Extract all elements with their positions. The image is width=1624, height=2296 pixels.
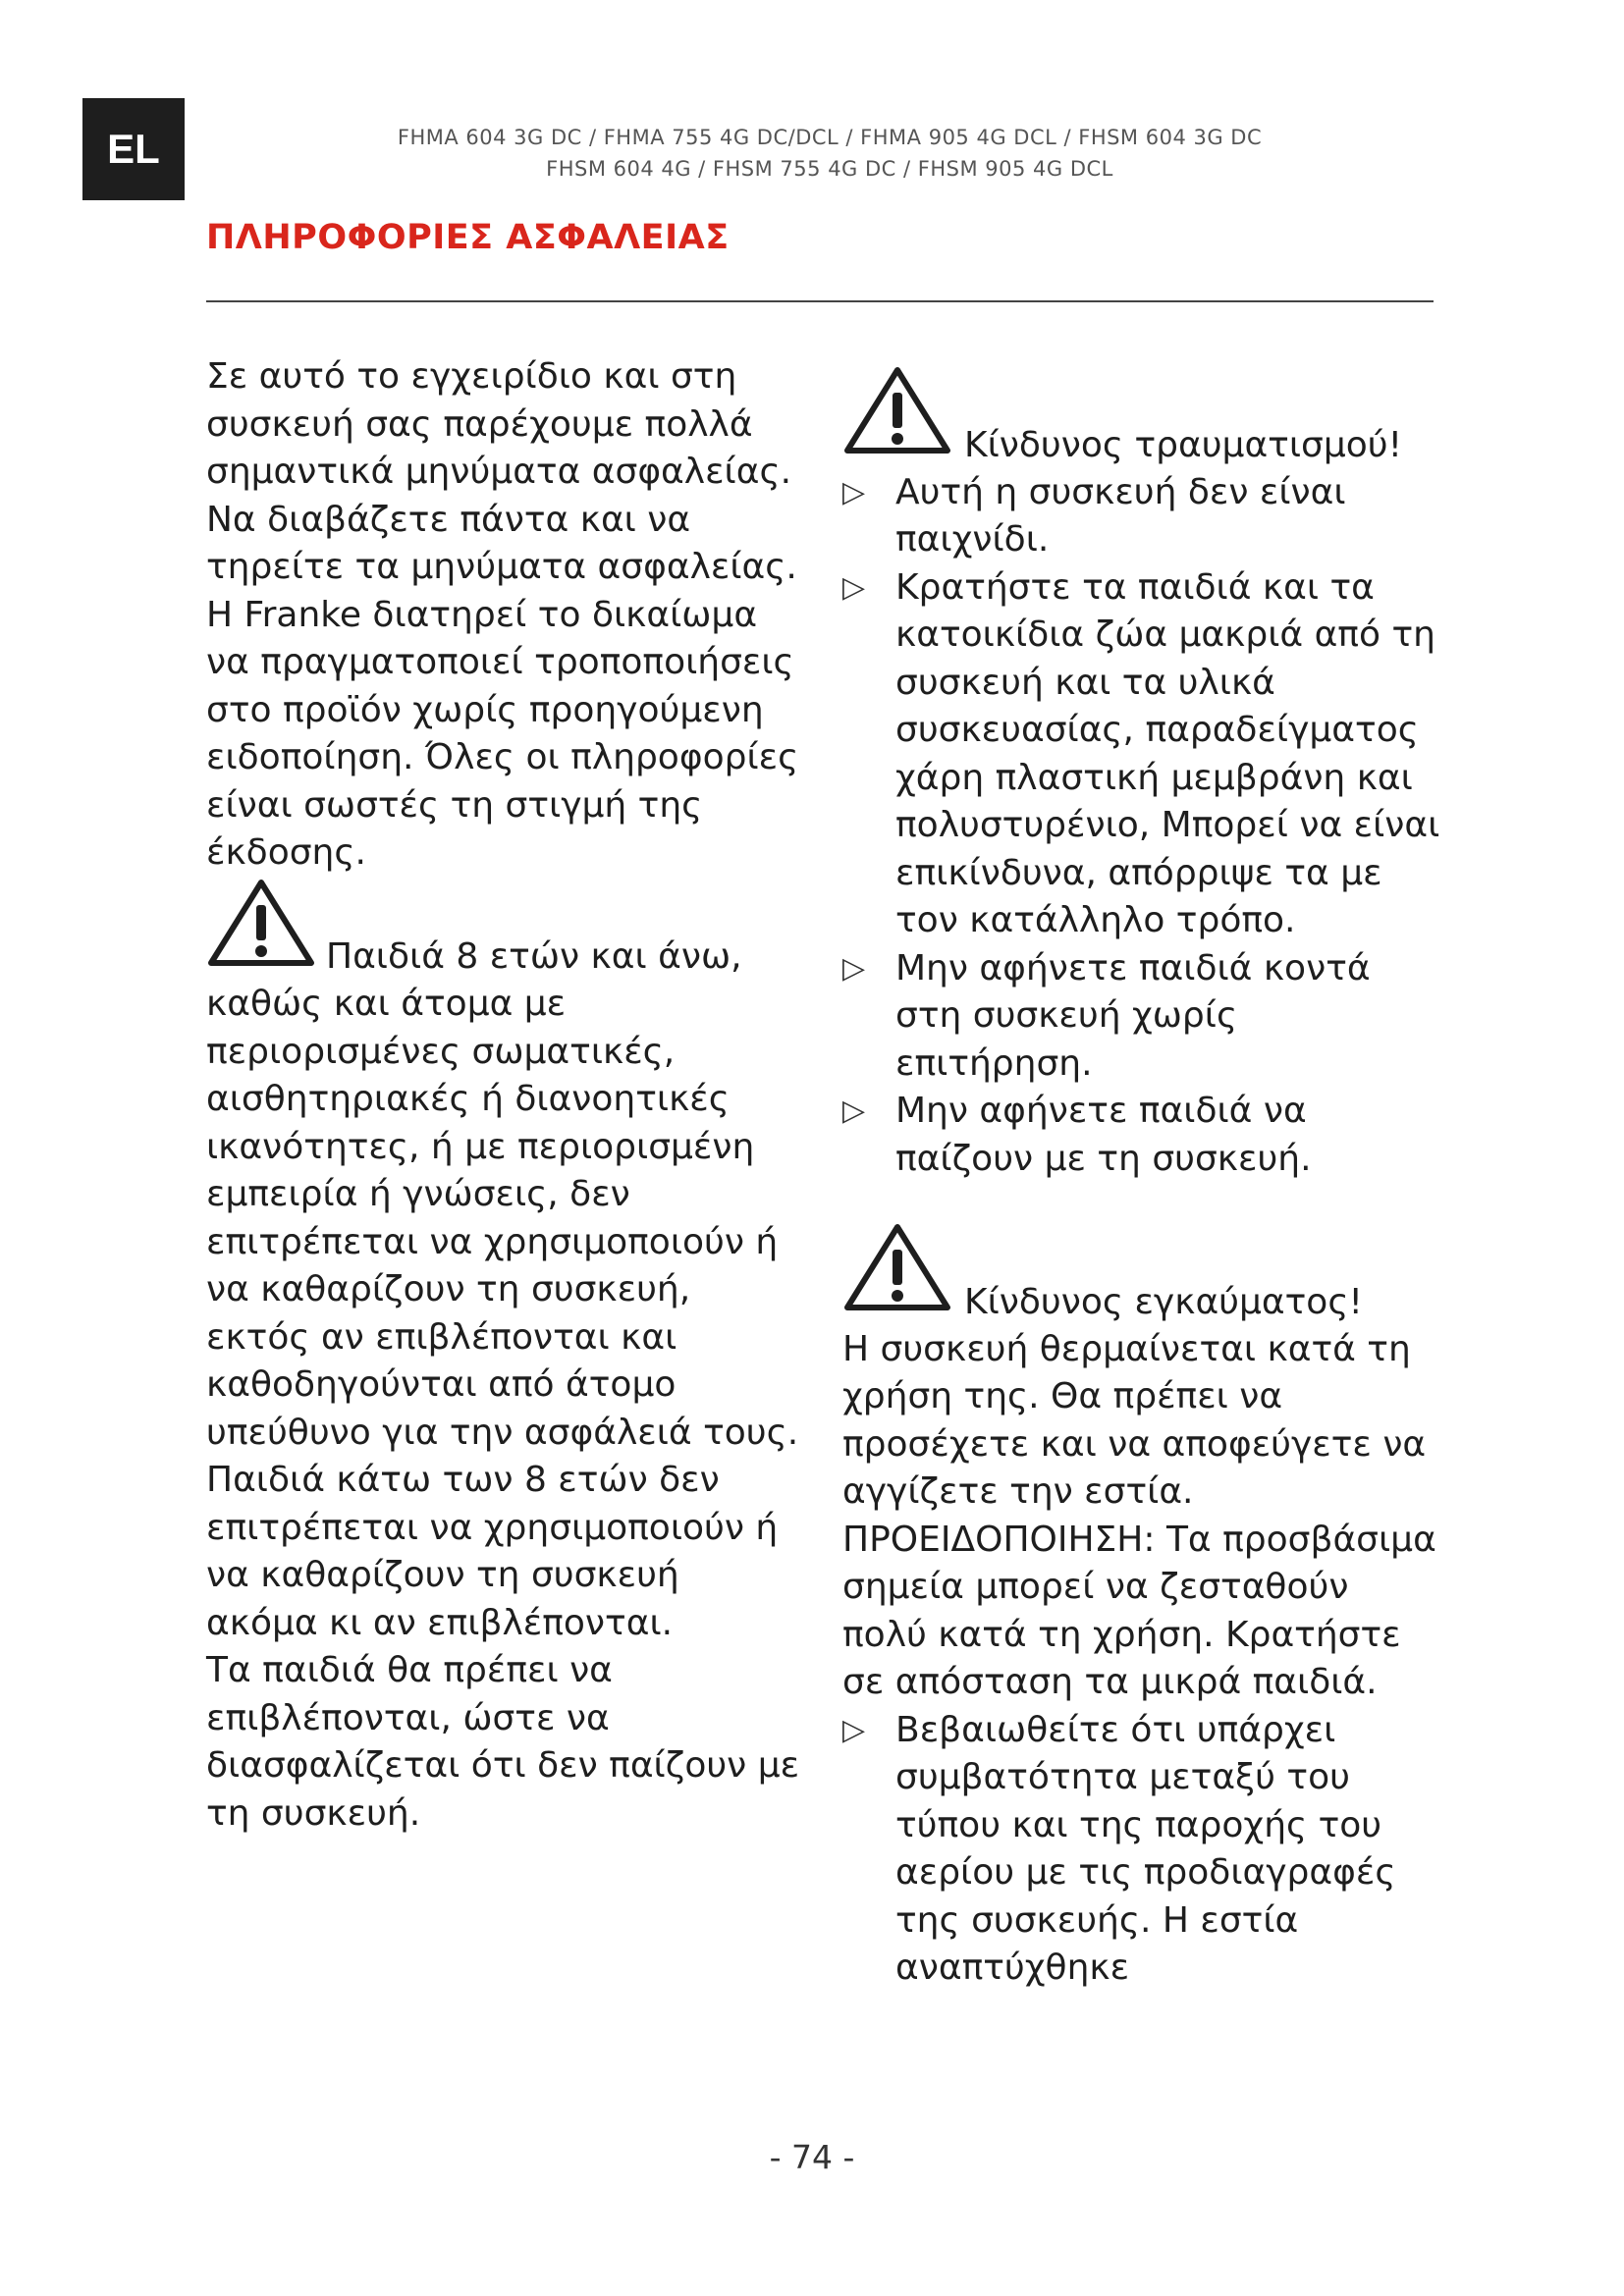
list-item	[842, 945, 1441, 1089]
bullet-arrow-icon: ▷	[842, 1094, 866, 1128]
children-supervision-paragraph: Τα παιδιά θα πρέπει να επιβλέπονται, ώστε να διασφαλίζεται ότι δεν παίζουν με τη συσκευή.	[206, 1650, 800, 1834]
injury-title: Κίνδυνος τραυματισμού!	[964, 424, 1403, 465]
burn-paragraph: Η συσκευή θερμαίνεται κατά τη χρήση της. Θα πρέπει να προσέχετε και να αποφεύγετε να αγγίζετε την εστία.	[842, 1328, 1427, 1512]
children-under-8-paragraph: Παιδιά κάτω των 8 ετών δεν επιτρέπεται να χρησιμοποιούν ή να καθαρίζουν τη συσκευή ακόμα κι αν επιβλέπονται.	[206, 1460, 779, 1643]
list-item-text: Κρατήστε τα παιδιά και τα κατοικίδια ζώα μακριά από τη συσκευή και τα υλικά συσκευασίας, παραδείγματος χάρη πλαστική μεμβράνη και πολυστυρένιο, Μπορεί να είναι επικίνδυνα, απόρριψε τα με τον κατάλληλο τρόπο.	[895, 566, 1440, 940]
list-item	[842, 1088, 1441, 1183]
list-item-text: Αυτή η συσκευή δεν είναι παιχνίδι.	[895, 471, 1346, 560]
section-title: ΠΛΗΡΟΦΟΡΙΕΣ ΑΣΦΑΛΕΙΑΣ	[206, 218, 730, 257]
warning-triangle-icon	[842, 1222, 952, 1326]
model-list-line-2: FHSM 604 4G / FHSM 755 4G DC / FHSM 905 4G DCL	[546, 157, 1113, 181]
franke-paragraph: Η Franke διατηρεί το δικαίωμα να πραγματοποιεί τροποποιήσεις στο προϊόν χωρίς προηγούμενη ειδοποίηση. Όλες οι πληροφορίες είναι σωστές τη στιγμή της έκδοσης.	[206, 594, 799, 873]
burn-heading	[842, 1222, 1441, 1326]
bullet-arrow-icon: ▷	[842, 1712, 866, 1747]
model-list	[216, 122, 1443, 185]
list-item	[842, 469, 1441, 564]
warning-text: Τα προσβάσιμα σημεία μπορεί να ζεσταθούν πολύ κατά τη χρήση. Κρατήστε σε απόσταση τα μικρά παιδιά.	[842, 1519, 1436, 1702]
list-item	[842, 564, 1441, 945]
list-item-text: Βεβαιωθείτε ότι υπάρχει συμβατότητα μεταξύ του τύπου και της παροχής του αερίου με τις προδιαγραφές της συσκευής. Η εστία αναπτύχθηκε	[895, 1709, 1396, 1988]
intro-paragraph: Σε αυτό το εγχειρίδιο και στη συσκευή σας παρέχουμε πολλά σημαντικά μηνύματα ασφαλείας. Να διαβάζετε πάντα και να τηρείτε τα μηνύματα ασφαλείας.	[206, 356, 797, 587]
list-item-text: Μην αφήνετε παιδιά να παίζουν με τη συσκευή.	[895, 1091, 1312, 1179]
gas-list	[842, 1707, 1441, 1993]
warning-triangle-icon	[842, 365, 952, 469]
injury-list	[842, 469, 1441, 1184]
warning-paragraph	[842, 1517, 1441, 1707]
title-divider	[206, 300, 1434, 302]
list-item	[842, 1707, 1441, 1993]
list-item-text: Μην αφήνετε παιδιά κοντά στη συσκευή χωρίς επιτήρηση.	[895, 947, 1371, 1084]
children-warning-paragraph	[206, 878, 800, 1458]
page-number: - 74 -	[769, 2138, 855, 2176]
right-column	[842, 365, 1441, 1993]
bullet-arrow-icon: ▷	[842, 569, 866, 605]
left-column	[206, 353, 800, 1838]
language-badge: EL	[82, 98, 185, 200]
warning-triangle-icon	[206, 878, 316, 982]
children-warning-text: Παιδιά 8 ετών και άνω, καθώς και άτομα με περιορισμένες σωματικές, αισθητηριακές ή διανοητικές ικανότητες, ή με περιορισμένη εμπειρία ή γνώσεις, δεν επιτρέπεται να χρησιμοποιούν ή να καθαρίζουν τη συσκευή, εκτός αν επιβλέπονται και καθοδηγούνται από άτομο υπεύθυνο για την ασφάλειά τους.	[206, 935, 799, 1453]
bullet-arrow-icon: ▷	[842, 474, 866, 509]
warning-label: ΠΡΟΕΙΔΟΠΟΙΗΣΗ:	[842, 1519, 1156, 1560]
injury-heading	[842, 365, 1441, 469]
burn-title: Κίνδυνος εγκαύματος!	[964, 1281, 1363, 1322]
bullet-arrow-icon: ▷	[842, 950, 866, 986]
model-list-line-1: FHMA 604 3G DC / FHMA 755 4G DC/DCL / FHMA 905 4G DCL / FHSM 604 3G DC	[397, 126, 1263, 149]
